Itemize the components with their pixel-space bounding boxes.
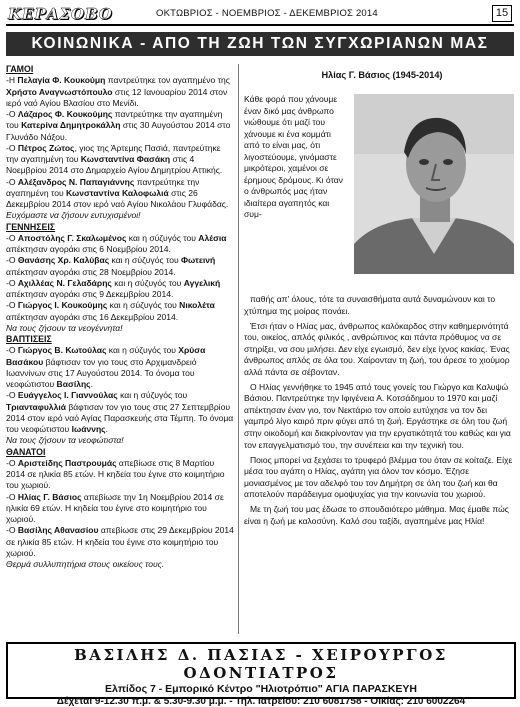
newspaper-logo: ΚΕΡΑΣΟΒΟ: [8, 5, 113, 23]
ad-address: Ελπίδος 7 - Εμπορικό Κέντρο "Ηλιοτρόπιο" ΑΓΙΑ ΠΑΡΑΣΚΕΥΗ: [104, 683, 418, 695]
social-news-column: [6, 64, 234, 570]
deaths-heading: ΘΑΝΑΤΟΙ: [6, 446, 46, 457]
ad-hours: Δέχεται 9-12.30 π.μ. & 5.30-9.30 μ.μ. - Τηλ. Ιατρείου: 210 6081758 - Οικίας: 210 6002264: [56, 696, 466, 707]
baptism-item: -Ο Γιώργος Β. Κωτούλας και η σύζυγός του Χρύσα Βασάκου βάφτισαν τον γιο τους στο Αρχιμανδρειό Ιωαννίνων στις 17 Αυγούστου 2014. Το όνομα του νεοφώτιστου Βασίλης.: [6, 345, 206, 389]
wedding-item: -Ο Λάζαρος Φ. Κουκούμης παντρεύτηκε την αγαπημένη του Κατερίνα Δημητροκάλλη στις 30 Αυγούστου 2014 στο Γλυνάδο Νάξου.: [6, 109, 231, 142]
births-heading: ΓΕΝΝΗΣΕΙΣ: [6, 221, 56, 232]
death-item: -Ο Ηλίας Γ. Βάσιος απεβίωσε την 1η Νοεμβρίου 2014 σε ηλικία 69 ετών. Η κηδεία του έγινε στο κοιμητήριο του χωριού.: [6, 491, 224, 524]
masthead: [6, 4, 514, 26]
birth-item: -Ο Γιώργος Ι. Κουκούμης και η σύζυγός του Νικολέτα απέκτησαν αγοράκι στις 16 Δεκεμβρίου 2014.: [6, 300, 215, 322]
article-intro: Κάθε φορά που χάνουμε έναν δικό μας άνθρωπο νιώθουμε ότι μαζί του χάνουμε κι ένα κομμάτι από το είναι μας, ότι λιγοστεύουμε, γινόμαστε μικρότεροι, χαμένοι σε έρημους δρόμους. Κι όταν ο άνθρωπός μας ήταν ιδιαίτερα αγαπητός και συμ-: [244, 94, 343, 220]
dentist-advertisement: [6, 642, 516, 707]
wedding-item: -Ο Αλέξανδρος Ν. Παπαγιάννης παντρεύτηκε την αγαπημένη του Κωνσταντίνα Καλοφωλιά στις 26 Δεκεμβρίου 2014 στον ιερό ναό Αγίου Νικολάου Γλυφάδας.: [6, 176, 229, 209]
death-item: -Ο Αριστείδης Παστρουμάς απεβίωσε στις 8 Μαρτίου 2014 σε ηλικία 85 ετών. Η κηδεία του έγινε στο κοιμητήριο του χωριού.: [6, 457, 225, 491]
obituary-heading: Ηλίας Γ. Βάσιος (1945-2014): [321, 70, 443, 80]
portrait-photo: [354, 94, 514, 274]
article-body: [244, 294, 514, 531]
wedding-item: -Ο Πέτρος Ζώτος, γιος της Άρτεμης Πασιά, παντρεύτηκε την αγαπημένη του Κωνσταντίνα Φασάκη στις 4 Νοεμβρίου 2014 στο Δημαρχείο Αγίου Δημητρίου Αττικής.: [6, 142, 223, 176]
birth-item: -Ο Αποστόλης Γ. Σκαλωμένος και η σύζυγός του Αλέσια απέκτησαν αγοράκι στις 6 Νοεμβρίου 2014.: [6, 232, 227, 254]
section-title: ΚΟΙΝΩΝΙΚΑ - ΑΠΟ ΤΗ ΖΩΗ ΤΩΝ ΣΥΓΧΩΡΙΑΝΩΝ ΜΑΣ: [6, 32, 514, 56]
baptism-item: -Ο Ευάγγελος Ι. Γιαννούλας και η σύζυγός του Τριανταφυλλιά βάφτισαν τον γιο τους στις 27 Σεπτεμβρίου 2014 στον ιερό ναό Αγίας Παρασκευής στα Τέμπη. Το όνομα του νεοφώτιστου Ιωάννης.: [6, 390, 234, 434]
article-paragraph: Έτσι ήταν ο Ηλίας μας, άνθρωπος καλόκαρδος στην καθημερινότητά του, οικείος, απλός φιλικός , ανθρώπινος και πάντα πρόθυμος να σε στηρίξει, να σου μιλήσει. Δεν είχε εγωισμό, δεν είχε ίχνος κακίας. Ένας άνθρωπος απλός σε όλα του. Χαίρονταν τη ζωή, του άρεσε το χιούμορ αλλά πάντα σε σέβονταν.: [244, 320, 510, 377]
ad-name: ΒΑΣΙΛΗΣ Δ. ΠΑΣΙΑΣ - ΧΕΙΡΟΥΡΓΟΣ ΟΔΟΝΤΙΑΤΡΟΣ: [74, 646, 448, 682]
birth-item: -Ο Αχιλλέας Ν. Γελαδάρης και η σύζυγός του Αγγελική απέκτησαν αγοράκι στις 9 Δεκεμβρίου 2014.: [6, 277, 221, 299]
article-paragraph: Ποιος μπορεί να ξεχάσει το τρυφερό βλέμμα του όταν σε κοίταζε. Είχε μέσα του αγάπη ο Ηλίας, αγάπη για όλον τον κόσμο. Έζησε μονιασμένος με τον αδελφό του τον Δημήτρη σε όλη του ζωή και θα αποτελούν παράδειγμα ομοψυχίας για την κοινωνία του χωριού.: [244, 454, 513, 500]
births-wish: Να τους ζήσουν τα νεογέννητα!: [6, 322, 123, 333]
obituary-article: [244, 64, 514, 526]
death-item: -Ο Βασίλης Αθανασίου απεβίωσε στις 29 Δεκεμβρίου 2014 σε ηλικία 85 ετών. Η κηδεία του έγινε στο κοιμητήριο του χωριού.: [6, 525, 234, 558]
baptisms-wish: Να τους ζήσουν τα νεοφώτιστα!: [6, 435, 124, 446]
article-paragraph: Ο Ηλίας γεννήθηκε το 1945 από τους γονείς του Γιώργο και Καλυψώ Βάσιου. Παντρεύτηκε την Ιφιγένεια Α. Κοτσάδημου το 1970 και μαζί απέκτησαν έναν γιο, τον Νεκτάριο τον οποίο ευτύχησε να τον δει γαμπρό λίγο καιρό πριν φύγει από τη ζωή. Εργάστηκε σε όλη του ζωή στην οικοδομή και διακρίνονταν για την εργατικότητά του καθώς και για τον επαγγελματισμό του, την συνέπεια και την τεχνική του.: [244, 381, 511, 450]
birth-item: -Ο Θανάσης Χρ. Καλύβας και η σύζυγός του Φωτεινή απέκτησαν αγοράκι στις 28 Νοεμβρίου 2014.: [6, 255, 216, 277]
deaths-wish: Θερμά συλλυπητήρια στους οικείους τους.: [6, 559, 165, 569]
wedding-item: -Η Πελαγία Φ. Κουκούμη παντρεύτηκε τον αγαπημένο της Χρήστο Αναγνωστόπουλο στις 12 Ιανουαρίου 2014 στον ιερό ναό Αγίου Βλασίου στο Μενίδι.: [6, 75, 230, 108]
baptisms-heading: ΒΑΠΤΙΣΕΙΣ: [6, 334, 52, 344]
issue-date: ΟΚΤΩΒΡΙΟΣ - ΝΟΕΜΒΡΙΟΣ - ΔΕΚΕΜΒΡΙΟΣ 2014: [156, 8, 378, 19]
article-paragraph: παθής απ' όλους, τότε τα συναισθήματα αυτά δυναμώνουν και το χτύπημα της μοίρας πονάει.: [244, 294, 496, 316]
page-number: 15: [492, 5, 512, 22]
weddings-heading: ΓΑΜΟΙ: [6, 64, 34, 74]
article-wrap-text: [244, 94, 348, 221]
weddings-wish: Ευχόμαστε να ζήσουν ευτυχισμένοι!: [6, 210, 141, 221]
column-divider: [238, 64, 239, 634]
article-paragraph: Με τη ζωή του μας έδωσε το σπουδαιότερο μάθημα. Μας έμαθε πώς είναι η ζωή με καλοσύνη. Καλό σου ταξίδι, αγαπημένε μας Ηλία!: [244, 504, 509, 526]
